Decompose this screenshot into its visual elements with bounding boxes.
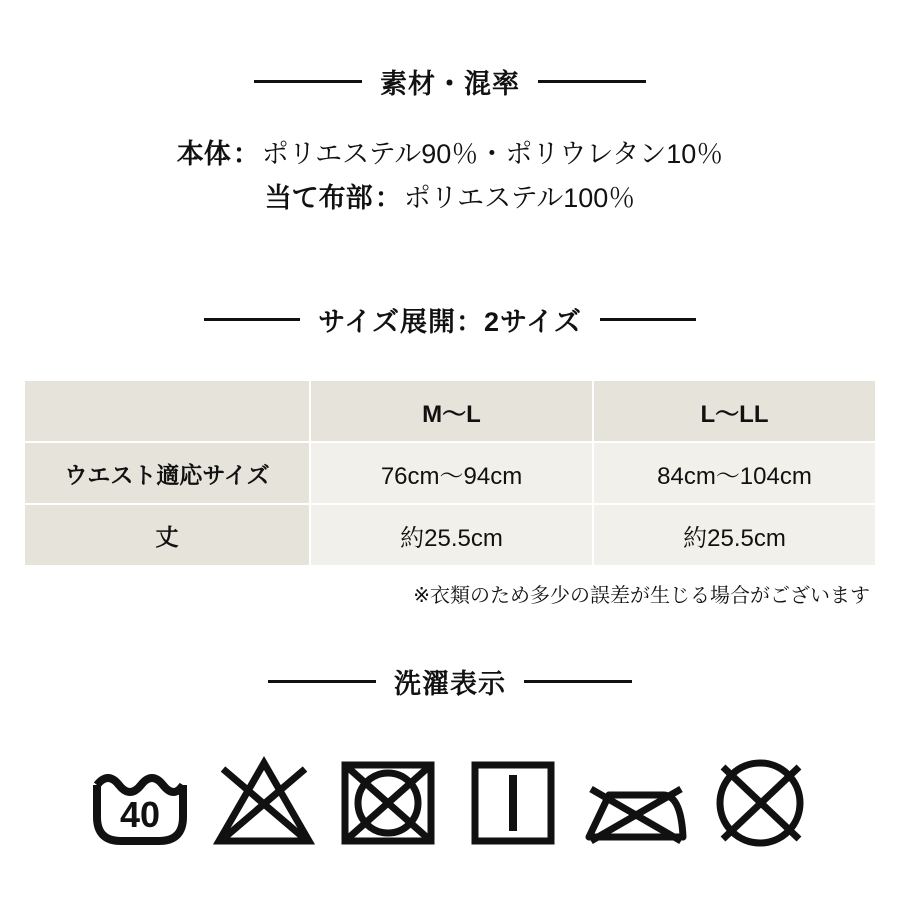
material-section — [0, 62, 900, 220]
size-heading — [0, 300, 900, 339]
heading-rule-right — [538, 80, 646, 83]
bleach-prohibited-icon — [209, 745, 319, 855]
material-line-value: ポリエステル100％ — [403, 182, 636, 213]
table-column-header: M〜L — [310, 380, 593, 442]
heading-rule-left — [204, 318, 300, 321]
tumble-dry-prohibited-icon — [333, 745, 443, 855]
table-cell: 84cm〜104cm — [593, 442, 876, 504]
material-line — [0, 177, 900, 221]
material-heading-title: 素材・混率 — [380, 69, 520, 99]
size-table-head — [24, 380, 876, 442]
heading-rule-left — [268, 680, 376, 683]
table-row-header: 丈 — [24, 504, 310, 566]
table-cell: 約25.5cm — [593, 504, 876, 566]
material-line-separator: ： — [232, 139, 260, 169]
drip-dry-in-shade-icon — [457, 745, 567, 855]
material-line — [0, 133, 900, 177]
wash-heading — [0, 662, 900, 701]
table-row — [24, 504, 876, 566]
table-row-header: ウエスト適応サイズ — [24, 442, 310, 504]
size-heading-title: サイズ展開：2サイズ — [318, 307, 582, 337]
table-column-header: L〜LL — [593, 380, 876, 442]
size-table-note: ※衣類のため多少の誤差が生じる場合がございます — [413, 585, 870, 607]
material-line-value: ポリエステル90％・ポリウレタン10％ — [261, 139, 724, 169]
material-line-label: 当て布部 — [264, 182, 373, 213]
material-lines — [0, 133, 900, 220]
table-cell: 約25.5cm — [310, 504, 593, 566]
wash-temp-label: 40 — [119, 794, 161, 835]
size-table-body — [24, 442, 876, 566]
material-line-label: 本体 — [176, 139, 231, 169]
heading-rule-left — [254, 80, 362, 83]
table-corner-cell — [24, 380, 310, 442]
size-section — [0, 300, 900, 608]
material-line-separator: ： — [374, 182, 402, 213]
table-header-row — [24, 380, 876, 442]
wash-section — [0, 662, 900, 855]
wash-heading-title: 洗濯表示 — [394, 669, 506, 699]
material-heading — [0, 62, 900, 101]
heading-rule-right — [524, 680, 632, 683]
size-table — [23, 379, 877, 567]
iron-prohibited-icon — [581, 745, 691, 855]
table-cell: 76cm〜94cm — [310, 442, 593, 504]
wash-care-symbols — [0, 745, 900, 855]
dry-clean-prohibited-icon — [705, 745, 815, 855]
table-row — [24, 442, 876, 504]
heading-rule-right — [600, 318, 696, 321]
wash-40-icon — [85, 745, 195, 855]
